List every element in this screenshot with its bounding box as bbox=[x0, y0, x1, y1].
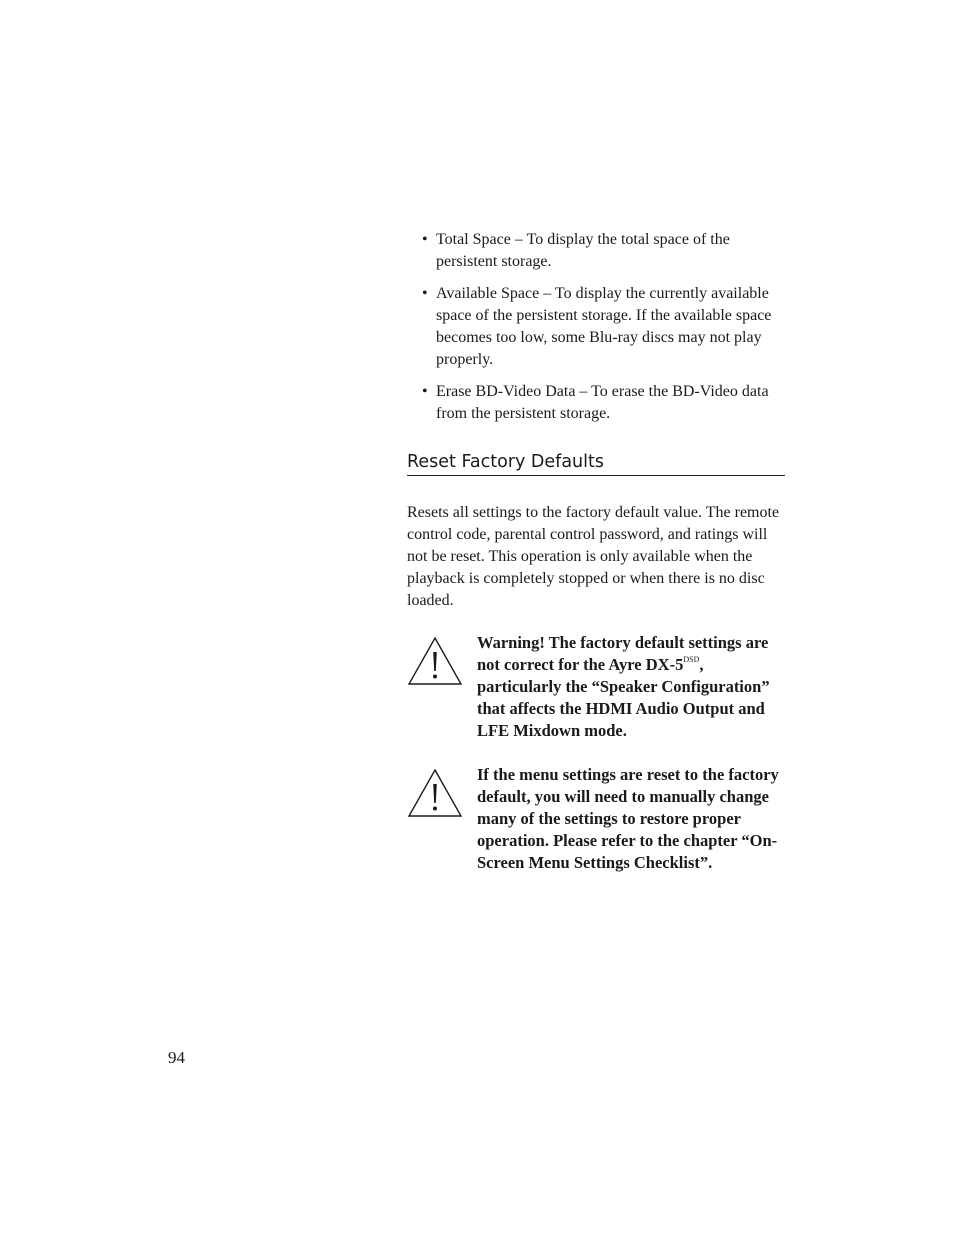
section-paragraph: Resets all settings to the factory default value. The remote control code, parental control password, and ratings will not be reset. This operation is only available when the playback is completely stopped or when there is no disc loaded. bbox=[407, 504, 780, 609]
list-item bbox=[407, 229, 785, 273]
warning-triangle-icon bbox=[407, 768, 463, 818]
dsd-superscript: DSD bbox=[683, 655, 700, 664]
warning-triangle-icon bbox=[407, 636, 463, 686]
bullet-marker: • bbox=[422, 383, 428, 400]
page-content bbox=[407, 229, 785, 874]
warning-text: If the menu settings are reset to the factory default, you will need to manually change many of the settings to restore proper operation. Please refer to the chapter “On-Screen Menu Settings Checklist”. bbox=[477, 765, 779, 872]
bullet-marker: • bbox=[422, 231, 428, 248]
list-item-text: Total Space – To display the total space of the persistent storage. bbox=[436, 231, 730, 270]
section-heading: Reset Factory Defaults bbox=[407, 451, 785, 476]
bullet-marker: • bbox=[422, 285, 428, 302]
warning-note bbox=[407, 632, 785, 742]
page-number: 94 bbox=[168, 1048, 185, 1067]
bullet-list bbox=[407, 229, 785, 425]
list-item bbox=[407, 283, 785, 371]
warning-text: Warning! The factory default settings are not correct for the Ayre DX-5 bbox=[477, 633, 769, 674]
list-item bbox=[407, 381, 785, 425]
warning-note bbox=[407, 764, 785, 874]
list-item-text: Available Space – To display the currently available space of the persistent storage. If the available space becomes too low, some Blu-ray discs may not play properly. bbox=[436, 285, 772, 368]
list-item-text: Erase BD-Video Data – To erase the BD-Video data from the persistent storage. bbox=[436, 383, 769, 422]
warning-text-continued: , particularly the “Speaker Configuration” that affects the HDMI Audio Output and LFE Mixdown mode. bbox=[477, 655, 770, 740]
